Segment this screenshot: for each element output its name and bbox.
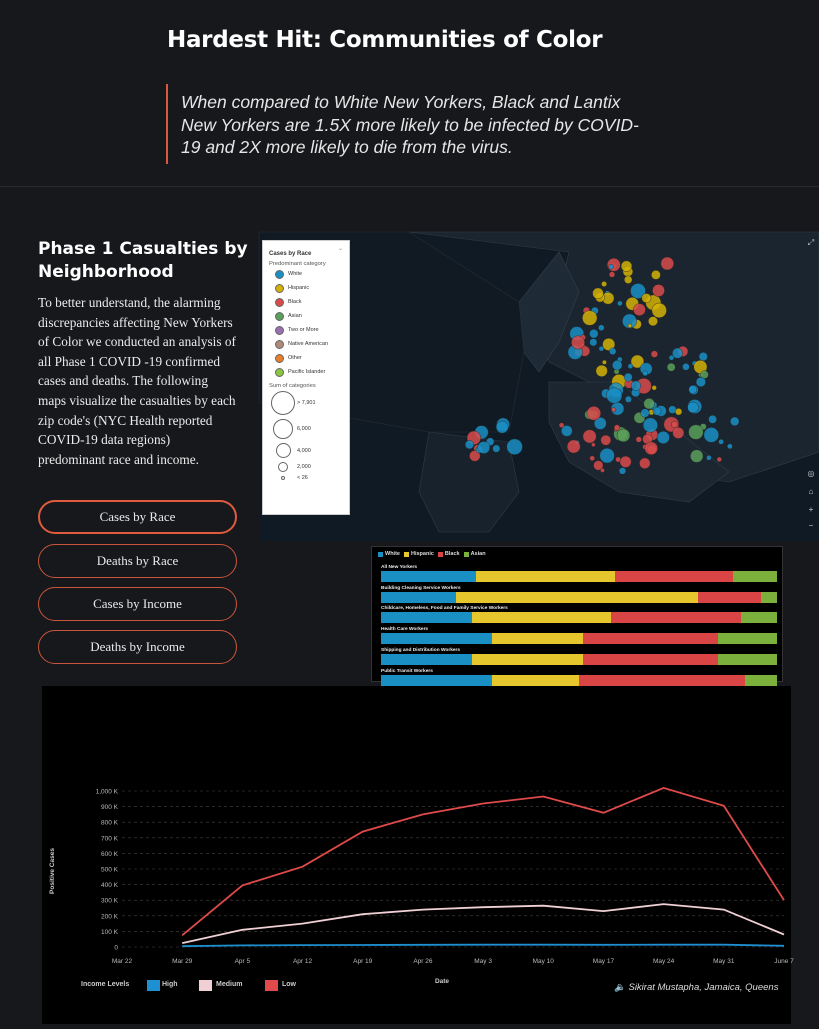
- legend-label-medium: Medium: [216, 981, 243, 988]
- x-tick-label: Apr 26: [413, 958, 433, 965]
- pull-quote: When compared to White New Yorkers, Black and Lantix New Yorkers are 1.5X more likely to be infected by COVID-19 and 2X more likely to die from the virus.: [166, 84, 646, 164]
- y-tick-label: 0: [114, 944, 118, 952]
- x-tick-label: Mar 22: [111, 958, 133, 965]
- map-case-circle[interactable]: [641, 409, 650, 418]
- legend-size-title: Sum of categories: [269, 383, 316, 389]
- occupation-label: Public Transit Workers: [381, 668, 433, 674]
- legend-subtitle: Predominant category: [269, 261, 326, 267]
- map-case-circle[interactable]: [652, 284, 664, 296]
- legend-label: Black: [444, 551, 460, 557]
- occupation-label: Childcare, Homeless, Food and Family Service Workers: [381, 606, 508, 612]
- bar-segment-white[interactable]: [381, 612, 472, 623]
- bar-segment-black[interactable]: [615, 571, 734, 582]
- map-case-circle[interactable]: [624, 373, 632, 381]
- bar-segment-asian[interactable]: [745, 675, 777, 686]
- map-case-circle[interactable]: [609, 348, 616, 355]
- legend-category: [269, 295, 343, 309]
- map-case-circle[interactable]: [590, 339, 597, 346]
- bar-segment-hispanic[interactable]: [492, 633, 583, 644]
- legend-swatch: [438, 552, 443, 557]
- map-case-circle[interactable]: [582, 311, 597, 326]
- legend-dot: [275, 284, 284, 293]
- legend-size: [269, 474, 343, 482]
- x-tick-label: May 31: [713, 958, 735, 965]
- map-case-circle[interactable]: [696, 377, 706, 387]
- legend-category: [269, 309, 343, 323]
- y-tick-label: 800 K: [101, 819, 118, 827]
- bar-segment-white[interactable]: [381, 592, 456, 603]
- section-title: Phase 1 Casualties by Neighborhood: [38, 239, 248, 282]
- legend-category: [269, 365, 343, 379]
- legend-dot: [275, 368, 284, 377]
- bar-segment-hispanic[interactable]: [472, 654, 583, 665]
- audio-credit[interactable]: [614, 982, 778, 993]
- map-case-circle[interactable]: [667, 363, 675, 371]
- occupation-bar: [381, 612, 777, 623]
- legend-label: Native American: [288, 341, 329, 347]
- occupation-bar: [381, 633, 777, 644]
- zoom-out-icon[interactable]: −: [808, 521, 814, 530]
- map-case-circle[interactable]: [599, 346, 604, 351]
- map-case-circle[interactable]: [600, 448, 615, 463]
- y-tick-label: 400 K: [101, 882, 118, 890]
- occupation-row: [381, 565, 777, 582]
- legend-label: Black: [288, 299, 302, 305]
- legend-swatch: [378, 552, 383, 557]
- map-case-circle[interactable]: [709, 415, 717, 423]
- legend-label: Asian: [470, 551, 486, 557]
- series-line-medium: [182, 904, 784, 943]
- map-case-circle[interactable]: [620, 456, 631, 467]
- bar-segment-black[interactable]: [698, 592, 761, 603]
- x-tick-label: Apr 19: [353, 958, 373, 965]
- size-label: < 26: [297, 475, 308, 481]
- map-case-circle[interactable]: [606, 388, 622, 404]
- series-line-low: [182, 788, 784, 935]
- income-line-chart: [42, 686, 794, 1024]
- occupation-label: Shipping and Distribution Workers: [381, 647, 461, 653]
- y-tick-label: 100 K: [101, 928, 118, 936]
- legend-category: [269, 323, 343, 337]
- legend-swatch: [464, 552, 469, 557]
- occupation-bar: [381, 592, 777, 603]
- legend-swatch-medium: [199, 980, 212, 991]
- occupation-legend-item: [378, 551, 400, 557]
- map-case-circle[interactable]: [619, 468, 626, 475]
- map-case-circle[interactable]: [652, 385, 657, 390]
- map-case-circle[interactable]: [493, 445, 500, 452]
- size-circle: [276, 443, 291, 458]
- legend-label-low: Low: [282, 981, 296, 988]
- map-case-circle[interactable]: [596, 365, 608, 377]
- legend-label: White: [288, 271, 303, 277]
- speaker-icon[interactable]: 🔈: [614, 982, 626, 993]
- size-label: > 7,901: [297, 400, 316, 406]
- x-tick-label: May 10: [532, 958, 554, 965]
- map-case-circle[interactable]: [645, 442, 658, 455]
- map-case-circle[interactable]: [648, 317, 657, 326]
- legend-swatch-high: [147, 980, 160, 991]
- occupation-bar: [381, 654, 777, 665]
- map-case-circle[interactable]: [730, 417, 739, 426]
- occupation-row: [381, 627, 777, 644]
- map-case-circle[interactable]: [583, 430, 596, 443]
- map-case-circle[interactable]: [671, 421, 678, 428]
- map-case-circle[interactable]: [601, 435, 611, 445]
- x-tick-label: Mar 29: [172, 958, 193, 965]
- map-case-circle[interactable]: [616, 457, 621, 462]
- map-case-circle[interactable]: [624, 276, 632, 284]
- map-case-circle[interactable]: [593, 288, 604, 299]
- y-axis-label: Positive Cases: [49, 848, 56, 894]
- occupation-label: Health Care Workers: [381, 627, 429, 633]
- map-case-circle[interactable]: [689, 425, 704, 440]
- map-case-circle[interactable]: [625, 396, 631, 402]
- occupation-row: [381, 586, 777, 603]
- x-tick-label: May 3: [474, 958, 492, 965]
- legend-label: Hispanic: [288, 285, 310, 291]
- credit-text: Sikirat Mustapha, Jamaica, Queens: [628, 982, 779, 993]
- bar-segment-black[interactable]: [583, 654, 718, 665]
- map-case-circle[interactable]: [657, 431, 669, 443]
- size-circle: [278, 462, 288, 472]
- map-case-circle[interactable]: [689, 385, 697, 393]
- bar-segment-asian[interactable]: [741, 612, 777, 623]
- map-case-circle[interactable]: [507, 439, 523, 455]
- legend-size: [269, 460, 343, 474]
- legend-dot: [275, 298, 284, 307]
- bar-segment-asian[interactable]: [718, 654, 777, 665]
- occupation-legend-item: [438, 551, 460, 557]
- occupation-row: [381, 648, 777, 665]
- bar-segment-white[interactable]: [381, 571, 476, 582]
- map-case-circle[interactable]: [719, 439, 724, 444]
- map-case-circle[interactable]: [727, 444, 732, 449]
- map-case-circle[interactable]: [672, 348, 682, 358]
- legend-category: [269, 337, 343, 351]
- occupation-legend-item: [464, 551, 486, 557]
- map-case-circle[interactable]: [465, 440, 474, 449]
- map-case-circle[interactable]: [675, 408, 682, 415]
- chevron-down-icon[interactable]: ⌄: [337, 246, 343, 252]
- map-case-circle[interactable]: [609, 264, 614, 269]
- home-icon[interactable]: ⌂: [808, 487, 814, 496]
- bar-segment-black[interactable]: [579, 675, 745, 686]
- size-label: 4,000: [297, 447, 311, 454]
- legend-swatch: [404, 552, 409, 557]
- map-case-circle[interactable]: [688, 402, 699, 413]
- locate-icon[interactable]: ◎: [807, 469, 815, 478]
- map-case-circle[interactable]: [561, 425, 572, 436]
- map-case-circle[interactable]: [601, 281, 606, 286]
- map-case-circle[interactable]: [621, 261, 632, 272]
- map-case-circle[interactable]: [612, 408, 616, 412]
- legend-size: [269, 389, 343, 417]
- map-case-circle[interactable]: [661, 257, 674, 270]
- bar-segment-black[interactable]: [611, 612, 742, 623]
- map-case-circle[interactable]: [644, 398, 655, 409]
- bar-segment-asian[interactable]: [761, 592, 777, 603]
- map-case-circle[interactable]: [609, 272, 615, 278]
- legend-category: [269, 267, 343, 281]
- x-tick-label: Apr 5: [234, 958, 251, 965]
- bar-segment-white[interactable]: [381, 633, 492, 644]
- map-case-circle[interactable]: [591, 443, 595, 447]
- map-case-circle[interactable]: [643, 371, 648, 376]
- map-case-circle[interactable]: [478, 441, 490, 453]
- page-title: Hardest Hit: Communities of Color: [167, 27, 603, 53]
- occupation-bar: [381, 675, 777, 686]
- legend-sizes: [269, 389, 343, 482]
- y-tick-label: 300 K: [101, 897, 118, 905]
- y-tick-label: 1,000 K: [95, 788, 118, 796]
- map-case-circle[interactable]: [589, 329, 598, 338]
- bar-segment-black[interactable]: [583, 633, 718, 644]
- series-line-high: [182, 945, 784, 947]
- legend-size: [269, 441, 343, 460]
- y-tick-label: 900 K: [101, 804, 118, 812]
- map-case-circle[interactable]: [643, 418, 658, 433]
- map-case-circle[interactable]: [628, 324, 632, 328]
- occupation-label: Building Cleaning Service Workers: [381, 585, 461, 591]
- map-case-circle[interactable]: [590, 456, 595, 461]
- x-axis-label: Date: [434, 978, 450, 985]
- map-case-circle[interactable]: [706, 455, 711, 460]
- legend-size: [269, 417, 343, 441]
- x-tick-label: May 24: [652, 958, 675, 965]
- map-case-circle[interactable]: [617, 429, 630, 442]
- map-case-circle[interactable]: [571, 336, 584, 349]
- map-case-circle[interactable]: [673, 427, 684, 438]
- legend-title: Cases by Race: [269, 251, 312, 257]
- map-case-circle[interactable]: [690, 450, 703, 463]
- map-case-circle[interactable]: [614, 425, 620, 431]
- size-label: 2,000: [297, 464, 311, 470]
- map-case-circle[interactable]: [602, 360, 606, 364]
- line-chart-canvas: [42, 686, 794, 1024]
- bar-segment-asian[interactable]: [733, 571, 777, 582]
- map-case-circle[interactable]: [642, 293, 651, 302]
- map-case-circle[interactable]: [717, 457, 722, 462]
- legend-label-high: High: [162, 981, 178, 988]
- occupation-row: [381, 669, 777, 686]
- legend-categories: [269, 267, 343, 379]
- map-case-circle[interactable]: [699, 352, 708, 361]
- map-case-circle[interactable]: [631, 381, 641, 391]
- map-case-circle[interactable]: [587, 406, 601, 420]
- divider: [0, 186, 819, 187]
- legend-dot: [275, 326, 284, 335]
- map-case-circle[interactable]: [598, 325, 604, 331]
- x-tick-label: May 17: [592, 958, 615, 965]
- map-case-circle[interactable]: [651, 270, 660, 279]
- bar-segment-hispanic[interactable]: [456, 592, 698, 603]
- map-case-circle[interactable]: [651, 351, 658, 358]
- occupation-legend: [378, 551, 490, 557]
- legend-dot: [275, 340, 284, 349]
- section-body: To better understand, the alarming discrepancies affecting New Yorkers of Color we conducted an analysis of all Phase 1 COVID -19 confirmed cases and deaths. The following maps visualize the casualties by each zip code's (NYC Health reported COVID-19 data regions) predominant race and income.: [38, 295, 236, 467]
- map-case-circle[interactable]: [617, 301, 622, 306]
- legend-label: Asian: [288, 313, 302, 319]
- zoom-in-icon[interactable]: +: [808, 505, 814, 514]
- map-case-circle[interactable]: [639, 458, 650, 469]
- legend-category: [269, 281, 343, 295]
- map-case-circle[interactable]: [682, 363, 689, 370]
- x-tick-label: June 7: [774, 958, 794, 965]
- bar-segment-hispanic[interactable]: [492, 675, 579, 686]
- bar-segment-hispanic[interactable]: [472, 612, 611, 623]
- legend-label: Pacific Islander: [288, 369, 326, 375]
- fullscreen-icon[interactable]: ⤢: [807, 238, 815, 247]
- map-legend: [262, 240, 350, 515]
- x-tick-label: Apr 12: [292, 958, 313, 965]
- y-tick-label: 600 K: [101, 850, 118, 858]
- size-circle: [281, 476, 285, 480]
- legend-label: Hispanic: [410, 551, 434, 557]
- map-case-circle[interactable]: [496, 421, 508, 433]
- cases-by-income-button[interactable]: Cases by Income: [38, 587, 237, 621]
- occupation-label: All New Yorkers: [381, 565, 418, 570]
- occupation-legend-item: [404, 551, 434, 557]
- map-case-circle[interactable]: [633, 304, 645, 316]
- legend-label: Other: [288, 355, 302, 361]
- map-case-circle[interactable]: [652, 303, 667, 318]
- occupation-row: [381, 606, 777, 623]
- income-legend-title: Income Levels: [81, 981, 130, 988]
- size-label: 6,000: [297, 426, 311, 432]
- size-circle: [271, 391, 295, 415]
- map-case-circle[interactable]: [628, 364, 633, 369]
- map-case-circle[interactable]: [607, 258, 620, 271]
- legend-label: Two or More: [288, 327, 319, 333]
- bar-segment-asian[interactable]: [718, 633, 777, 644]
- cases-by-race-button[interactable]: Cases by Race: [38, 500, 237, 534]
- map-case-circle[interactable]: [636, 437, 642, 443]
- map-case-circle[interactable]: [600, 468, 604, 472]
- y-tick-label: 500 K: [101, 866, 118, 874]
- bar-segment-white[interactable]: [381, 654, 472, 665]
- occupation-race-chart: [371, 546, 783, 682]
- legend-dot: [275, 354, 284, 363]
- legend-swatch-low: [265, 980, 278, 991]
- legend-dot: [275, 312, 284, 321]
- legend-dot: [275, 270, 284, 279]
- map-case-circle[interactable]: [567, 440, 580, 453]
- deaths-by-race-button[interactable]: Deaths by Race: [38, 544, 237, 578]
- legend-label: White: [385, 551, 400, 557]
- map-case-circle[interactable]: [704, 427, 719, 442]
- occupation-bar: [381, 571, 777, 582]
- deaths-by-income-button[interactable]: Deaths by Income: [38, 630, 237, 664]
- y-tick-label: 200 K: [101, 913, 118, 921]
- size-circle: [273, 419, 293, 439]
- bar-segment-white[interactable]: [381, 675, 492, 686]
- map-case-circle[interactable]: [653, 407, 661, 415]
- y-tick-label: 700 K: [101, 835, 118, 843]
- legend-category: [269, 351, 343, 365]
- bar-segment-hispanic[interactable]: [476, 571, 615, 582]
- map-case-circle[interactable]: [612, 360, 622, 370]
